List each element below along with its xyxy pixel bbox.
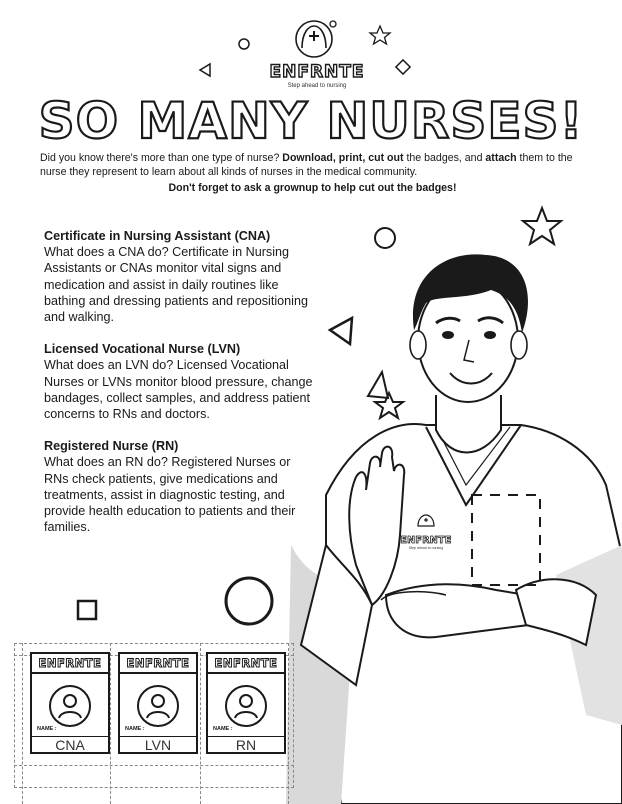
badge-role: CNA xyxy=(55,737,85,753)
square-shape xyxy=(78,601,96,619)
cut-guide xyxy=(200,643,201,804)
section-body: What does an RN do? Registered Nurses or RNs check patients, give medications and treatments, assist in diagnostic testing, and provide health education to patients and their families. xyxy=(44,455,296,535)
intro-note: Don't forget to ask a grownup to help cut out the badges! xyxy=(168,182,457,194)
cut-guide xyxy=(288,643,289,804)
nurse-cap-icon xyxy=(415,514,437,530)
cut-guide xyxy=(22,643,23,804)
section-heading: Certificate in Nursing Assistant (CNA) xyxy=(44,229,271,243)
badge-cna[interactable] xyxy=(30,652,110,754)
star-shape xyxy=(370,26,390,44)
scrub-logo-text: ENFRNTE xyxy=(400,535,452,546)
brand-logo xyxy=(262,18,372,98)
triangle-shape xyxy=(200,64,210,76)
badge-brand: ENFRNTE xyxy=(208,654,284,674)
star-shape xyxy=(523,208,561,244)
intro-part2: the badges, and xyxy=(403,152,486,164)
nurse-types xyxy=(44,228,314,551)
cut-guide xyxy=(14,765,294,766)
badge-name-label: NAME : xyxy=(37,726,57,732)
diamond-shape xyxy=(396,60,410,74)
intro-part3: them to the nurse they represent to learn about all kinds of nurses in the medical community. xyxy=(40,152,573,178)
brand-tagline: Step ahead to nursing xyxy=(287,83,347,89)
badge-role: LVN xyxy=(144,737,172,753)
badge-name-label: NAME : xyxy=(125,726,145,732)
badge-role: RN xyxy=(235,737,257,753)
page-title: SO MANY NURSES! xyxy=(38,92,584,150)
circle-shape xyxy=(226,578,272,624)
section-heading: Licensed Vocational Nurse (LVN) xyxy=(44,342,241,357)
scrub-logo xyxy=(398,514,454,550)
intro-bold2: attach xyxy=(485,152,517,164)
intro-part1: Did you know there's more than one type of nurse? xyxy=(40,152,283,164)
section-heading: Registered Nurse (RN) xyxy=(44,439,179,454)
nurse-cap-icon xyxy=(293,18,341,62)
badge-brand: ENFRNTE xyxy=(120,654,196,674)
scrub-logo-tagline: Step ahead to nursing xyxy=(408,546,444,550)
cut-guide xyxy=(110,643,111,804)
intro-text xyxy=(40,152,585,179)
circle-shape xyxy=(239,39,249,49)
section-body: What does a CNA do? Certificate in Nursing Assistants or CNAs monitor vital signs and medication and assist in daily routines like bathing and dressing patients and repositioning and walking. xyxy=(44,245,308,325)
nurse-illustration xyxy=(286,245,622,804)
section-body: What does an LVN do? Licensed Vocational Nurses or LVNs monitor blood pressure, change bandages, collect samples, and address patient concerns to RNs and doctors. xyxy=(44,358,313,422)
intro-bold1: Download, print, cut out xyxy=(282,152,404,164)
badge-rn[interactable] xyxy=(206,652,286,754)
section-lvn xyxy=(44,341,314,422)
section-cna xyxy=(44,228,314,325)
badge-name-label: NAME : xyxy=(213,726,233,732)
brand-name: ENFRNTE xyxy=(269,62,365,82)
badge-lvn[interactable] xyxy=(118,652,198,754)
section-rn xyxy=(44,438,314,535)
badge-brand: ENFRNTE xyxy=(32,654,108,674)
